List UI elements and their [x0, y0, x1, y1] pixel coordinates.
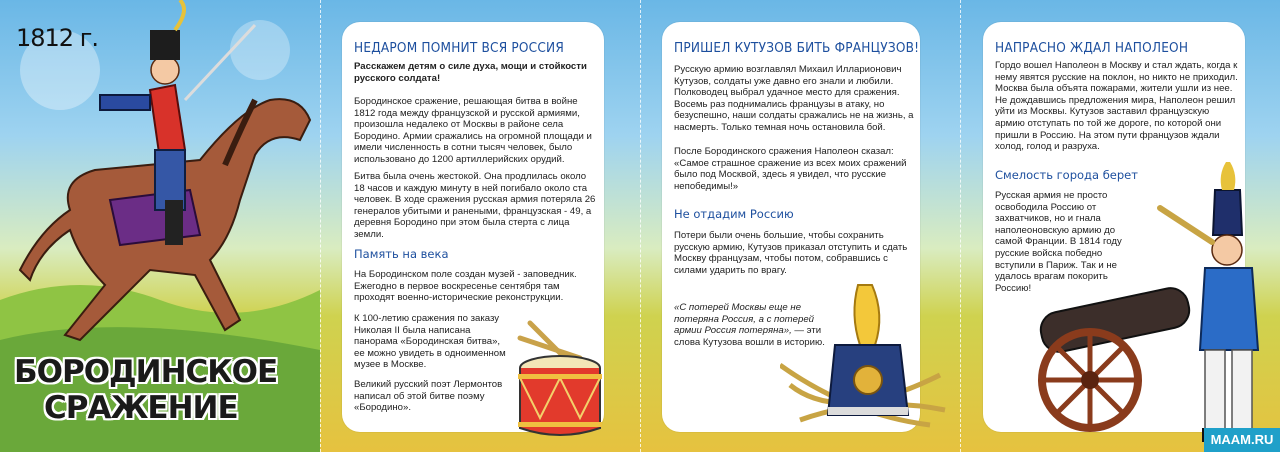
kutuzov-quote-tail: — эти слова Кутузова вошли в историю.	[674, 325, 825, 348]
kutuzov-quote: «С потерей Москвы еще не потеряна Россия, а с потерей армии Россия потеряна»,	[674, 302, 814, 337]
panel2-paragraph2: Битва была очень жестокой. Она продлилась около 18 часов и каждую минуту в ней погибало около ста человек. В ходе сражения русская армия потеряла 26 генералов убитыми и ранеными, французская - 49, а деревня Бородино при этом была стерта с лица земли.	[354, 171, 596, 240]
cover-title-line2: СРАЖЕНИЕ	[44, 390, 238, 426]
panel3-paragraph3: Потери были очень большие, чтобы сохранить русскую армию, Кутузов приказал отступить и сдать Москву французам, чтобы потом, собравшись с силами ударить по врагу.	[674, 230, 908, 276]
panel2-paragraph5: Великий русский поэт Лермонтов написал об этой битве поэму «Бородино».	[354, 379, 503, 414]
panel2-paragraph3: На Бородинском поле создан музей - заповедник. Ежегодно в первое воскресенье сентября там проходят военно-исторические реконструкции.	[354, 269, 577, 304]
panel4-heading: НАПРАСНО ЖДАЛ НАПОЛЕОН	[995, 40, 1189, 56]
panel2-heading: НЕДАРОМ ПОМНИТ ВСЯ РОССИЯ	[354, 40, 564, 56]
panel4-subheading: Смелость города берет	[995, 168, 1138, 182]
fold-line	[640, 0, 642, 452]
panel2-subheading: Память на века	[354, 247, 449, 261]
panel2-paragraph4: К 100-летию сражения по заказу Николая II была написана панорама «Бородинская битва», ее можно увидеть в одноименном музее в Москве.	[354, 313, 506, 371]
watermark-badge: MAAM.RU	[1204, 428, 1280, 452]
panel3-subheading: Не отдадим Россию	[674, 207, 794, 221]
panel2-paragraph1: Бородинское сражение, решающая битва в войне 1812 года между французской и русской армиями, произошла недалеко от Москвы в районе села Бородино. Армии сражались на огромной площади и имели численность в сотни тысяч человек, было использовано до 1200 артиллерийских орудий.	[354, 96, 592, 165]
panel2-intro: Расскажем детям о силе духа, мощи и стойкости русского солдата!	[354, 61, 587, 84]
shako-and-sabers-illustration	[780, 275, 950, 445]
panel4-paragraph2: Русская армия не просто освободила Россию от захватчиков, но и гнала наполеоновскую армию до самой Франции. В 1814 году русские войска победно вступили в Париж. Так и не удалось врагам покорить Россию!	[995, 190, 1122, 294]
panel3-heading: ПРИШЕЛ КУТУЗОВ БИТЬ ФРАНЦУЗОВ!	[674, 40, 920, 56]
cover-year: 1812 г.	[16, 24, 98, 52]
panel3-paragraph2: После Бородинского сражения Наполеон сказал: «Самое страшное сражение из всех моих сражений было под Москвой, здесь я увидел, что русские непобедимы!»	[674, 146, 907, 192]
fold-line	[960, 0, 962, 452]
fold-line	[320, 0, 322, 452]
panel4-paragraph1: Гордо вошел Наполеон в Москву и стал ждать, когда к нему явятся русские на поклон, но никто не приходил. Москва была объята пожарами, жители ушли из нее. Не дождавшись предложения мира, Наполеон решил уйти из Москвы. Кутузов заставил французскую армию отступать по той же дороге, по которой они пришли в Россию. На этом пути французов ждали холод, голод и разруха.	[995, 60, 1238, 153]
cover-title	[14, 354, 277, 426]
panel3-paragraph1: Русскую армию возглавлял Михаил Илларионович Кутузов, солдаты уже давно его знали и любили. Полководец выбрал удачное место для сражения. Восемь раз поднимались французы в атаку, но безуспешно, наши солдаты сражались не на жизнь, а насмерть. Только темная ночь остановила бой.	[674, 64, 914, 133]
soldier-and-cannon-illustration	[1000, 150, 1280, 452]
cover-panel	[0, 0, 320, 452]
drum-illustration	[510, 318, 610, 444]
cover-title-line1: БОРОДИНСКОЕ	[14, 354, 278, 390]
